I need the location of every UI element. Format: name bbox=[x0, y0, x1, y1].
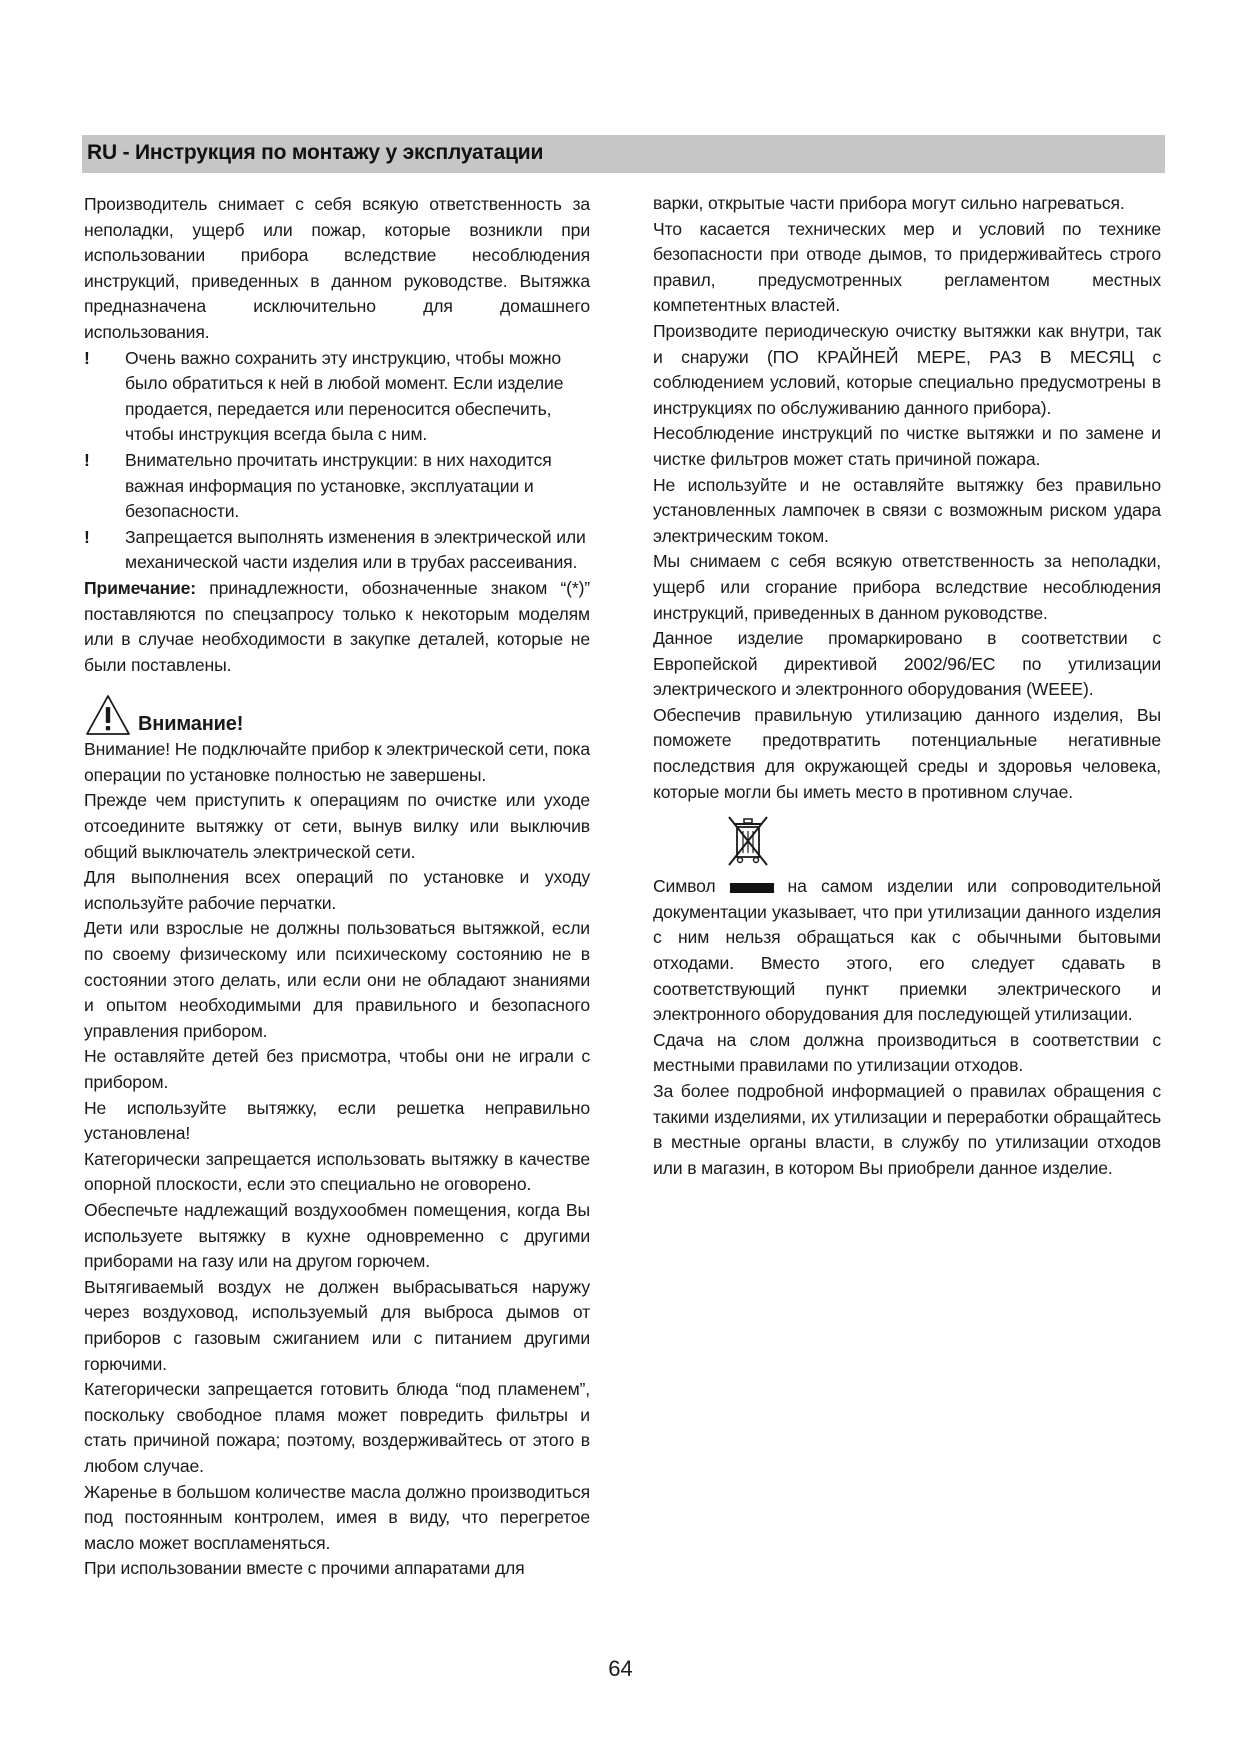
paragraph: За более подробной информацией о правилах обращения с такими изделиями, их утилизации и переработки обращайтесь в местные органы власти, в службу по утилизации отходов или в магазин, в котором Вы приобрели данное изделие. bbox=[653, 1081, 1161, 1178]
note-text: принадлежности, обозначенные знаком “(*)” поставляются по спецзапросу только к некоторым моделям или в случае необходимости в закупке деталей, которые не были поставлены. bbox=[84, 577, 590, 675]
paragraph: При использовании вместе с прочими аппаратами для bbox=[84, 1558, 525, 1579]
bullet-text: Очень важно сохранить эту инструкцию, чтобы можно было обратиться к ней в любой момент. Если изделие продается, передается или переносится обеспечить, чтобы инструкция всегда была с ним. bbox=[125, 347, 564, 445]
paragraph: Вытягиваемый воздух не должен выбрасываться наружу через воздуховод, используемый для выброса дымов от приборов с газовым сжиганием или с питанием другими горючими. bbox=[84, 1276, 590, 1374]
exclamation-icon: ! bbox=[84, 449, 90, 470]
paragraph: Не используйте и не оставляйте вытяжку без правильно установленных лампочек в связи с возможным риском удара электрическим током. bbox=[653, 474, 1161, 546]
note-paragraph bbox=[84, 576, 590, 678]
note-label: Примечание: bbox=[84, 577, 197, 598]
paragraph: Производите периодическую очистку вытяжки как внутри, так и снаружи (ПО КРАЙНЕЙ МЕРЕ, РАЗ В МЕСЯЦ с соблюдением условий, которые специально предусмотрены в инструкциях по обслуживанию данного прибора). bbox=[653, 320, 1161, 418]
page-number: 64 bbox=[608, 1656, 633, 1681]
paragraph: Обеспечив правильную утилизацию данного изделия, Вы поможете предотвратить потенциальные негативные последствия для окружающей среды и здоровья человека, которые могли бы иметь место в противном случае. bbox=[653, 704, 1161, 802]
paragraph: Сдача на слом должна производиться в соответствии с местными правилами по утилизации отходов. bbox=[653, 1029, 1161, 1076]
paragraph: Категорически запрещается использовать вытяжку в качестве опорной плоскости, если это специально не оговорено. bbox=[84, 1148, 590, 1195]
paragraph: Категорически запрещается готовить блюда “под пламенем”, поскольку свободное пламя может повредить фильтры и стать причиной пожара; поэтому, воздерживайтесь от этого в любом случае. bbox=[84, 1379, 590, 1476]
exclamation-icon: ! bbox=[84, 347, 90, 368]
paragraph: Несоблюдение инструкций по чистке вытяжки и по замене и чистке фильтров может стать причиной пожара. bbox=[653, 423, 1161, 469]
paragraph: Не используйте вытяжку, если решетка неправильно установлена! bbox=[84, 1097, 590, 1144]
paragraph: Прежде чем приступить к операциям по очистке или уходе отсоедините вытяжку от сети, вынув вилку или выключив общий выключатель электрической сети. bbox=[84, 790, 590, 862]
warning-title: Внимание! bbox=[138, 713, 244, 736]
left-column bbox=[84, 192, 590, 1582]
weee-text-before: Символ bbox=[653, 876, 716, 897]
bullet-text: Внимательно прочитать инструкции: в них находится важная информация по установке, эксплуатации и безопасности. bbox=[125, 449, 552, 522]
right-column bbox=[653, 191, 1161, 1181]
weee-bar-icon bbox=[730, 883, 774, 893]
paragraph: Мы снимаем с себя всякую ответственность за неполадки, ущерб или сгорание прибора вследствие несоблюдения инструкций, приведенных в данном руководстве. bbox=[653, 551, 1161, 623]
paragraph: Для выполнения всех операций по установке и уходу используйте рабочие перчатки. bbox=[84, 867, 590, 913]
bullet-item bbox=[84, 346, 590, 448]
warning-heading bbox=[84, 691, 590, 737]
bullet-item bbox=[84, 525, 590, 576]
bullet-item bbox=[84, 448, 590, 525]
paragraph: Данное изделие промаркировано в соответствии с Европейской директивой 2002/96/EC по утилизации электрического и электронного оборудования (WEEE). bbox=[653, 628, 1161, 700]
paragraph: Жаренье в большом количестве масла должно производиться под постоянным контролем, имея в виду, что перегретое масло может воспламеняться. bbox=[84, 1481, 590, 1553]
paragraph: Обеспечьте надлежащий воздухообмен помещения, когда Вы используете вытяжку в кухне одновременно с другими приборами на газу или на другом горючем. bbox=[84, 1199, 590, 1272]
weee-block bbox=[653, 813, 1161, 1028]
paragraph: варки, открытые части прибора могут сильно нагреваться. bbox=[653, 193, 1125, 213]
bullet-text: Запрещается выполнять изменения в электрической или механической части изделия или в трубах рассеивания. bbox=[125, 526, 586, 573]
section-title: RU - Инструкция по монтажу у эксплуатации bbox=[87, 141, 544, 164]
section-header-bar bbox=[82, 135, 1165, 173]
paragraph: Не оставляйте детей без присмотра, чтобы они не играли с прибором. bbox=[84, 1046, 590, 1092]
exclamation-icon: ! bbox=[84, 526, 90, 547]
weee-text-after: на самом изделии или сопроводительной документации указывает, что при утилизации данного изделия с ним нельзя обращаться как с обычными бытовыми отходами. Вместо этого, его следует сдавать в соответствующий пункт приемки электрического и электронного оборудования для последующей утилизации. bbox=[653, 876, 1161, 1025]
paragraph: Внимание! Не подключайте прибор к электрической сети, пока операции по установке полностью не завершены. bbox=[84, 739, 590, 785]
warning-triangle-icon bbox=[84, 693, 132, 737]
paragraph: Дети или взрослые не должны пользоваться вытяжкой, если по своему физическому или психическому состоянию не в состоянии этого делать, или если они не обладают знаниями и опытом необходимыми для правильного и безопасного управления прибором. bbox=[84, 918, 590, 1041]
intro-paragraph: Производитель снимает с себя всякую ответственность за неполадки, ущерб или пожар, которые возникли при использовании прибора вследствие несоблюдения инструкций, приведенных в данном руководстве. Вытяжка предназначена исключительно для домашнего использования. bbox=[84, 194, 590, 342]
paragraph: Что касается технических мер и условий по технике безопасности при отводе дымов, то придерживайтесь строго правил, предусмотренных регламентом местных компетентных властей. bbox=[653, 218, 1161, 316]
crossed-bin-icon bbox=[725, 813, 771, 873]
